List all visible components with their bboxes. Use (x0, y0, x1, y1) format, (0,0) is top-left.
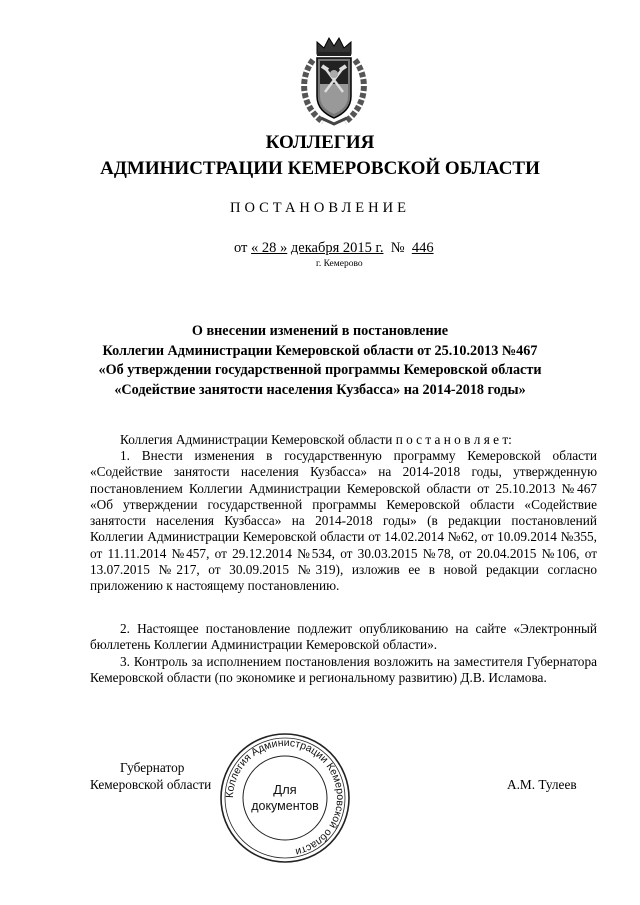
signer-name: А.М. Тулеев (507, 777, 577, 792)
document-subject (60, 322, 580, 400)
intro-paragraph: Коллегия Администрации Кемеровской области п о с т а н о в л я е т: (120, 432, 512, 447)
official-stamp (218, 731, 352, 865)
stamp-center-line1: Для (273, 782, 297, 797)
org-title-line2: АДМИНИСТРАЦИИ КЕМЕРОВСКОЙ ОБЛАСТИ (100, 158, 540, 179)
subject-line: Коллегии Администрации Кемеровской области от 25.10.2013 №467 (102, 342, 538, 359)
subject-line: «Об утверждении государственной программы Кемеровской области (98, 362, 542, 378)
item-3-paragraph: 3. Контроль за исполнением постановления возложить на заместителя Губернатора Кемеровской области (по экономике и региональному развитию) Д.В. Исламова. (90, 654, 597, 686)
subject-line: О внесении изменений в постановление (191, 323, 449, 339)
subject-line: «Содействие занятости населения Кузбасса» на 2014-2018 годы» (114, 381, 526, 398)
document-type: ПОСТАНОВЛЕНИЕ (230, 200, 410, 216)
date-month-year: декабря 2015 г. (290, 240, 384, 256)
coat-of-arms-icon (293, 34, 375, 126)
city: г. Кемерово (316, 259, 363, 269)
org-title-line1: КОЛЛЕГИЯ (265, 132, 375, 153)
date-line (234, 240, 434, 257)
signer-title-line1: Губернатор (120, 760, 185, 775)
date-day: « 28 » (251, 240, 288, 256)
stamp-ring-text: Коллегия Администрации Кемеровской области (223, 736, 347, 858)
date-prefix: от (234, 240, 248, 256)
document-number: 446 (411, 240, 434, 256)
signer-title-line2: Кемеровской области (90, 777, 212, 792)
number-sign: № (390, 240, 405, 256)
item-1-paragraph: 1. Внести изменения в государственную программу Кемеровской области «Содействие занятости населения Кузбасса» на 2014-2018 годы, утвержденную постановлением Коллегии Администрации Кемеровской области от 25.10.2013 №467 «Об утверждении государственной программы Кемеровской области «Содействие занятости населения Кузбасса» на 2014-2018 годы» (в редакции постановлений Коллегии Администрации Кемеровской области от 14.02.2014 №62, от 10.09.2014 №355, от 11.11.2014 №457, от 29.12.2014 №534, от 30.03.2015 №78, от 20.04.2015 №106, от 13.07.2015 №217, от 30.09.2015 №319), изложив ее в новой редакции согласно приложению к настоящему постановлению. (90, 448, 597, 594)
item-2-paragraph: 2. Настоящее постановление подлежит опубликованию на сайте «Электронный бюллетень Коллегии Администрации Кемеровской области». (90, 621, 597, 653)
stamp-center-line2: документов (251, 799, 319, 813)
